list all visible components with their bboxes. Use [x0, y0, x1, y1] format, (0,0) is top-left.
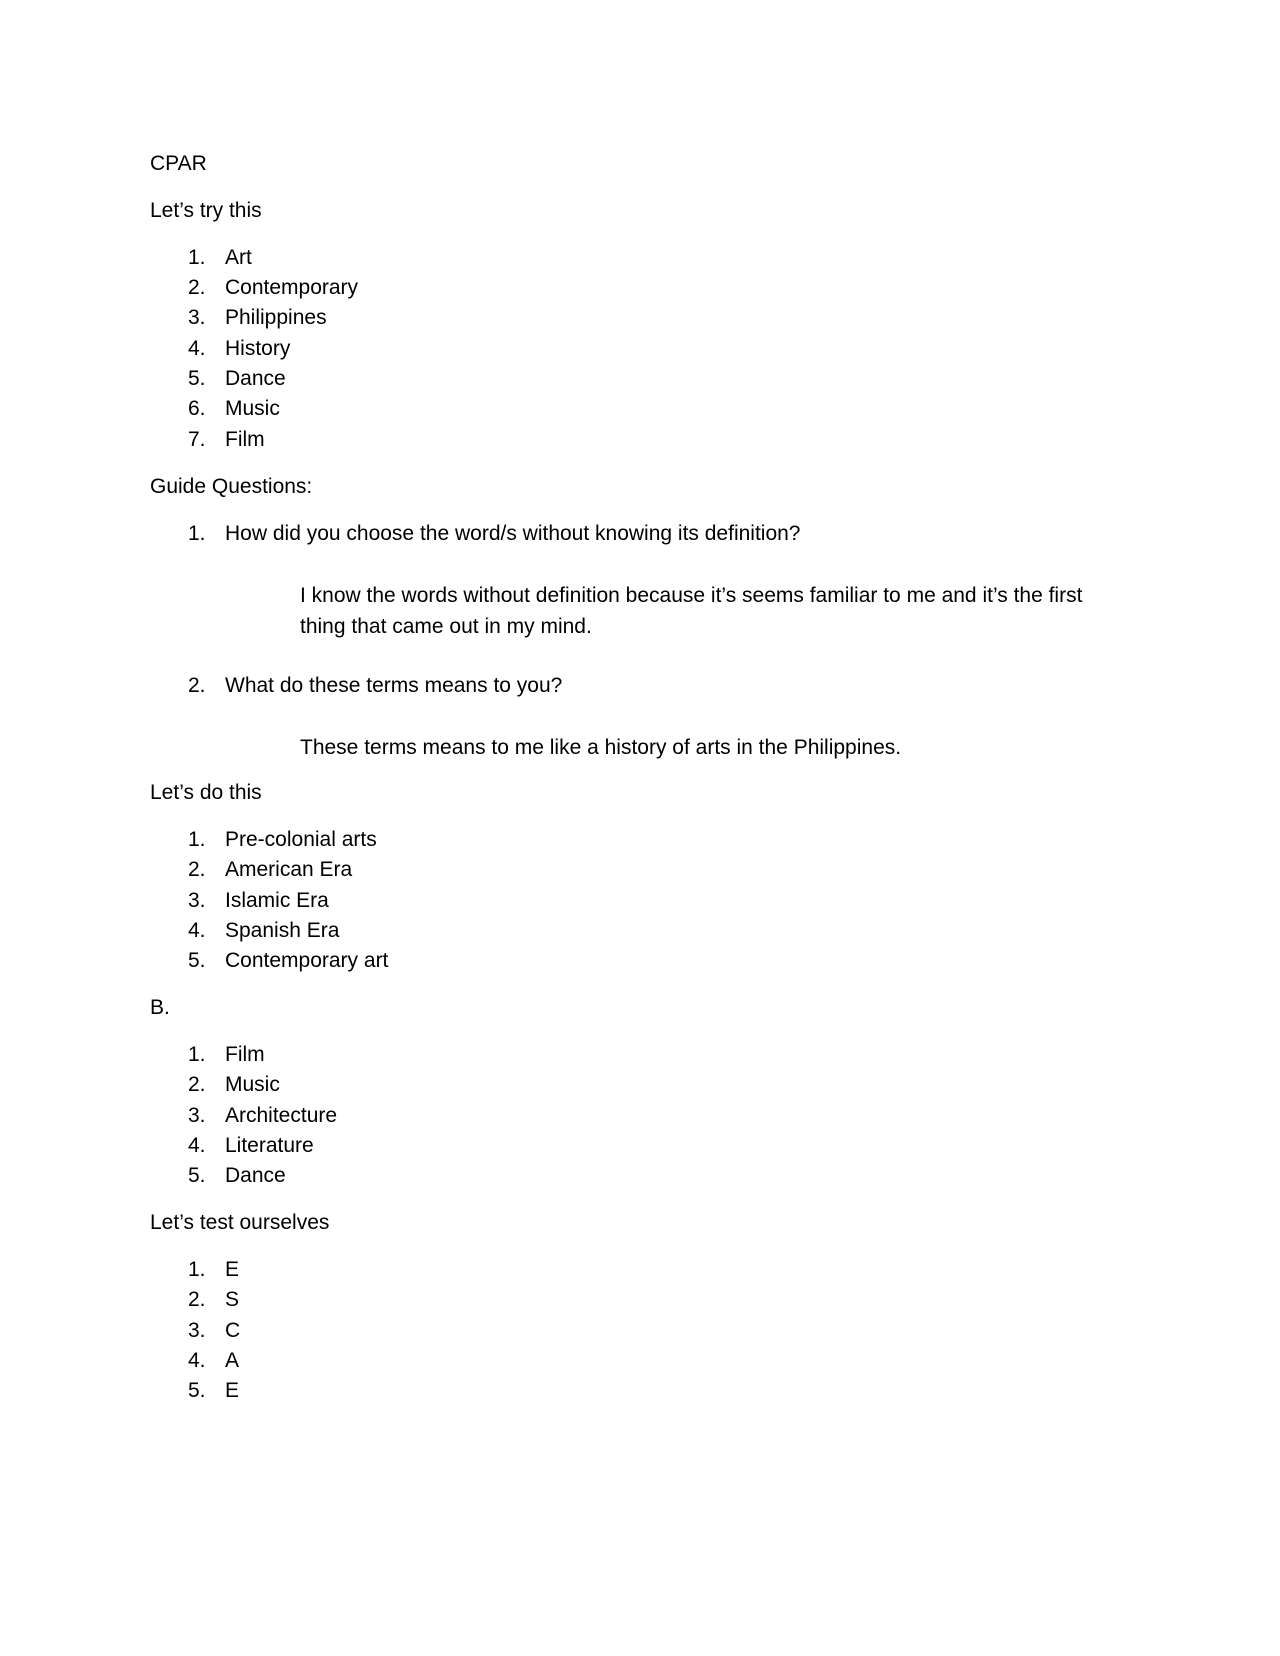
- list-item: 3. Architecture: [188, 1104, 338, 1127]
- list-item: 1. E: [188, 1258, 240, 1281]
- list-item: 3. Islamic Era: [188, 889, 329, 912]
- section-heading-b: B.: [150, 996, 170, 1019]
- list-item: 4. Spanish Era: [188, 919, 340, 942]
- list-item: 1. Pre-colonial arts: [188, 828, 377, 851]
- document-title: CPAR: [150, 152, 207, 175]
- guide-question: 2. What do these terms means to you?: [188, 674, 563, 697]
- list-item: 5. Dance: [188, 367, 286, 390]
- list-item: 2. S: [188, 1288, 240, 1311]
- list-item: 2. Contemporary: [188, 276, 359, 299]
- list-item: 1. Art: [188, 246, 252, 269]
- section-heading-lets-try-this: Let’s try this: [150, 199, 262, 222]
- guide-question: 1. How did you choose the word/s without knowing its definition?: [188, 522, 801, 545]
- list-item: 5. E: [188, 1379, 240, 1402]
- list-item: 3. Philippines: [188, 306, 327, 329]
- section-heading-lets-test-ourselves: Let’s test ourselves: [150, 1211, 330, 1234]
- list-item: 6. Music: [188, 397, 280, 420]
- guide-answer: I know the words without definition because it’s seems familiar to me and it’s the first thing that came out in my mind.: [300, 584, 1083, 638]
- guide-answer: These terms means to me like a history of arts in the Philippines.: [300, 736, 902, 759]
- list-item: 2. American Era: [188, 858, 353, 881]
- list-item: 1. Film: [188, 1043, 265, 1066]
- section-heading-guide-questions: Guide Questions:: [150, 475, 313, 498]
- list-item: 2. Music: [188, 1073, 280, 1096]
- list-item: 5. Contemporary art: [188, 949, 389, 972]
- list-item: 4. History: [188, 337, 291, 360]
- list-item: 3. C: [188, 1319, 241, 1342]
- list-item: 5. Dance: [188, 1164, 286, 1187]
- list-item: 7. Film: [188, 428, 265, 451]
- section-heading-lets-do-this: Let’s do this: [150, 781, 262, 804]
- list-item: 4. A: [188, 1349, 240, 1372]
- list-item: 4. Literature: [188, 1134, 314, 1157]
